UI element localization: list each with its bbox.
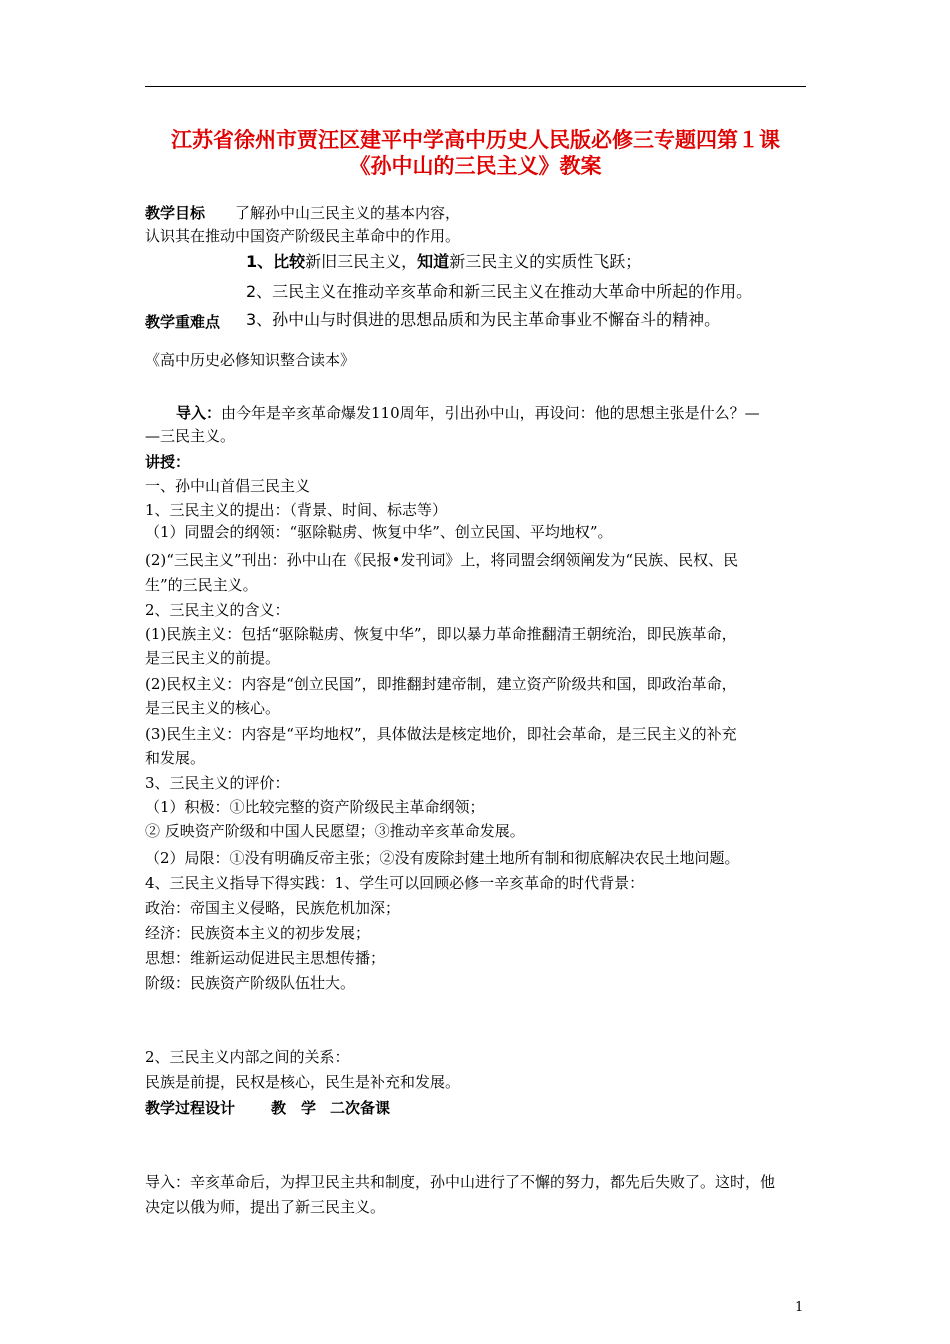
objectives-text1: 了解孙中山三民主义的基本内容， xyxy=(235,204,461,222)
objectives-text2: 认识其在推动中国资产阶级民主革命中的作用。 xyxy=(145,227,461,245)
page-number: 1 xyxy=(795,1300,804,1315)
objectives-row xyxy=(145,203,460,223)
key-difficulty-label: 教学重难点 xyxy=(145,313,221,331)
body-line: 思想：维新运动促进民主思想传播； xyxy=(145,949,386,967)
body-line: 4、三民主义指导下得实践：1、学生可以回顾必修一辛亥革命的时代背景： xyxy=(145,874,645,892)
body-line: 生”的三民主义。 xyxy=(145,576,258,594)
body-line: ② 反映资产阶级和中国人民愿望；③推动辛亥革命发展。 xyxy=(145,822,525,840)
document-title-line2: 《孙中山的三民主义》教案 xyxy=(349,154,602,178)
body-line: 一、孙中山首倡三民主义 xyxy=(145,477,311,495)
objective-item-1: 1、比较新旧三民主义，知道新三民主义的实质性飞跃； xyxy=(246,252,642,271)
body-line: 和发展。 xyxy=(145,749,206,767)
body-line: 1、三民主义的提出：（背景、时间、标志等） xyxy=(145,501,448,519)
body-line: 2、三民主义的含义： xyxy=(145,601,290,619)
closing-line: 决定以俄为师，提出了新三民主义。 xyxy=(145,1198,386,1216)
body-line: (2)“三民主义”刊出：孙中山在《民报•发刊词》上，将同盟会纲领阐发为“民族、民权、民 xyxy=(145,551,739,569)
body-line: 3、三民主义的评价： xyxy=(145,774,290,792)
body-line: （1）积极：①比较完整的资产阶级民主革命纲领； xyxy=(145,798,485,816)
objective-item-3: 3、孙中山与时俱进的思想品质和为民主革命事业不懈奋斗的精神。 xyxy=(246,310,721,329)
body-line: 是三民主义的核心。 xyxy=(145,699,281,717)
body-line: (2)民权主义：内容是“创立民国”，即推翻封建帝制，建立资产阶级共和国，即政治革命， xyxy=(145,675,737,693)
body-line: （1）同盟会的纲领：“驱除鞑虏、恢复中华”、创立民国、平均地权”。 xyxy=(145,523,613,541)
body-line: 政治：帝国主义侵略，民族危机加深； xyxy=(145,899,401,917)
body-line: （2）局限：①没有明确反帝主张；②没有废除封建土地所有制和彻底解决农民土地问题。 xyxy=(145,849,740,867)
objectives-label: 教学目标 xyxy=(145,204,206,222)
lecture-label: 讲授： xyxy=(145,453,191,471)
body-line: 阶级：民族资产阶级队伍壮大。 xyxy=(145,974,356,992)
header-rule xyxy=(145,86,806,87)
relation-line: 民族是前提，民权是核心，民生是补充和发展。 xyxy=(145,1073,461,1091)
relation-line: 2、三民主义内部之间的关系： xyxy=(145,1048,350,1066)
body-line: 经济：民族资本主义的初步发展； xyxy=(145,924,371,942)
closing-line: 导入：辛亥革命后，为捍卫民主共和制度，孙中山进行了不懈的努力，都先后失败了。这时，他 xyxy=(145,1173,776,1191)
objective-item-2: 2、三民主义在推动辛亥革命和新三民主义在推动大革命中所起的作用。 xyxy=(246,282,753,301)
process-header: 教学过程设计 教 学 二次备课 xyxy=(145,1099,391,1117)
intro-line1: 导入：由今年是辛亥革命爆发110周年，引出孙中山，再设问：他的思想主张是什么？— xyxy=(176,404,760,422)
body-line: 是三民主义的前提。 xyxy=(145,649,281,667)
resource-book: 《高中历史必修知识整合读本》 xyxy=(145,351,356,369)
body-line: (3)民生主义：内容是“平均地权”，具体做法是核定地价，即社会革命，是三民主义的补充 xyxy=(145,725,737,743)
document-title-line1: 江苏省徐州市贾汪区建平中学高中历史人民版必修三专题四第１课 xyxy=(171,128,780,152)
body-line: (1)民族主义：包括“驱除鞑虏、恢复中华”，即以暴力革命推翻清王朝统治，即民族革命， xyxy=(145,625,737,643)
intro-line2: —三民主义。 xyxy=(145,427,236,445)
